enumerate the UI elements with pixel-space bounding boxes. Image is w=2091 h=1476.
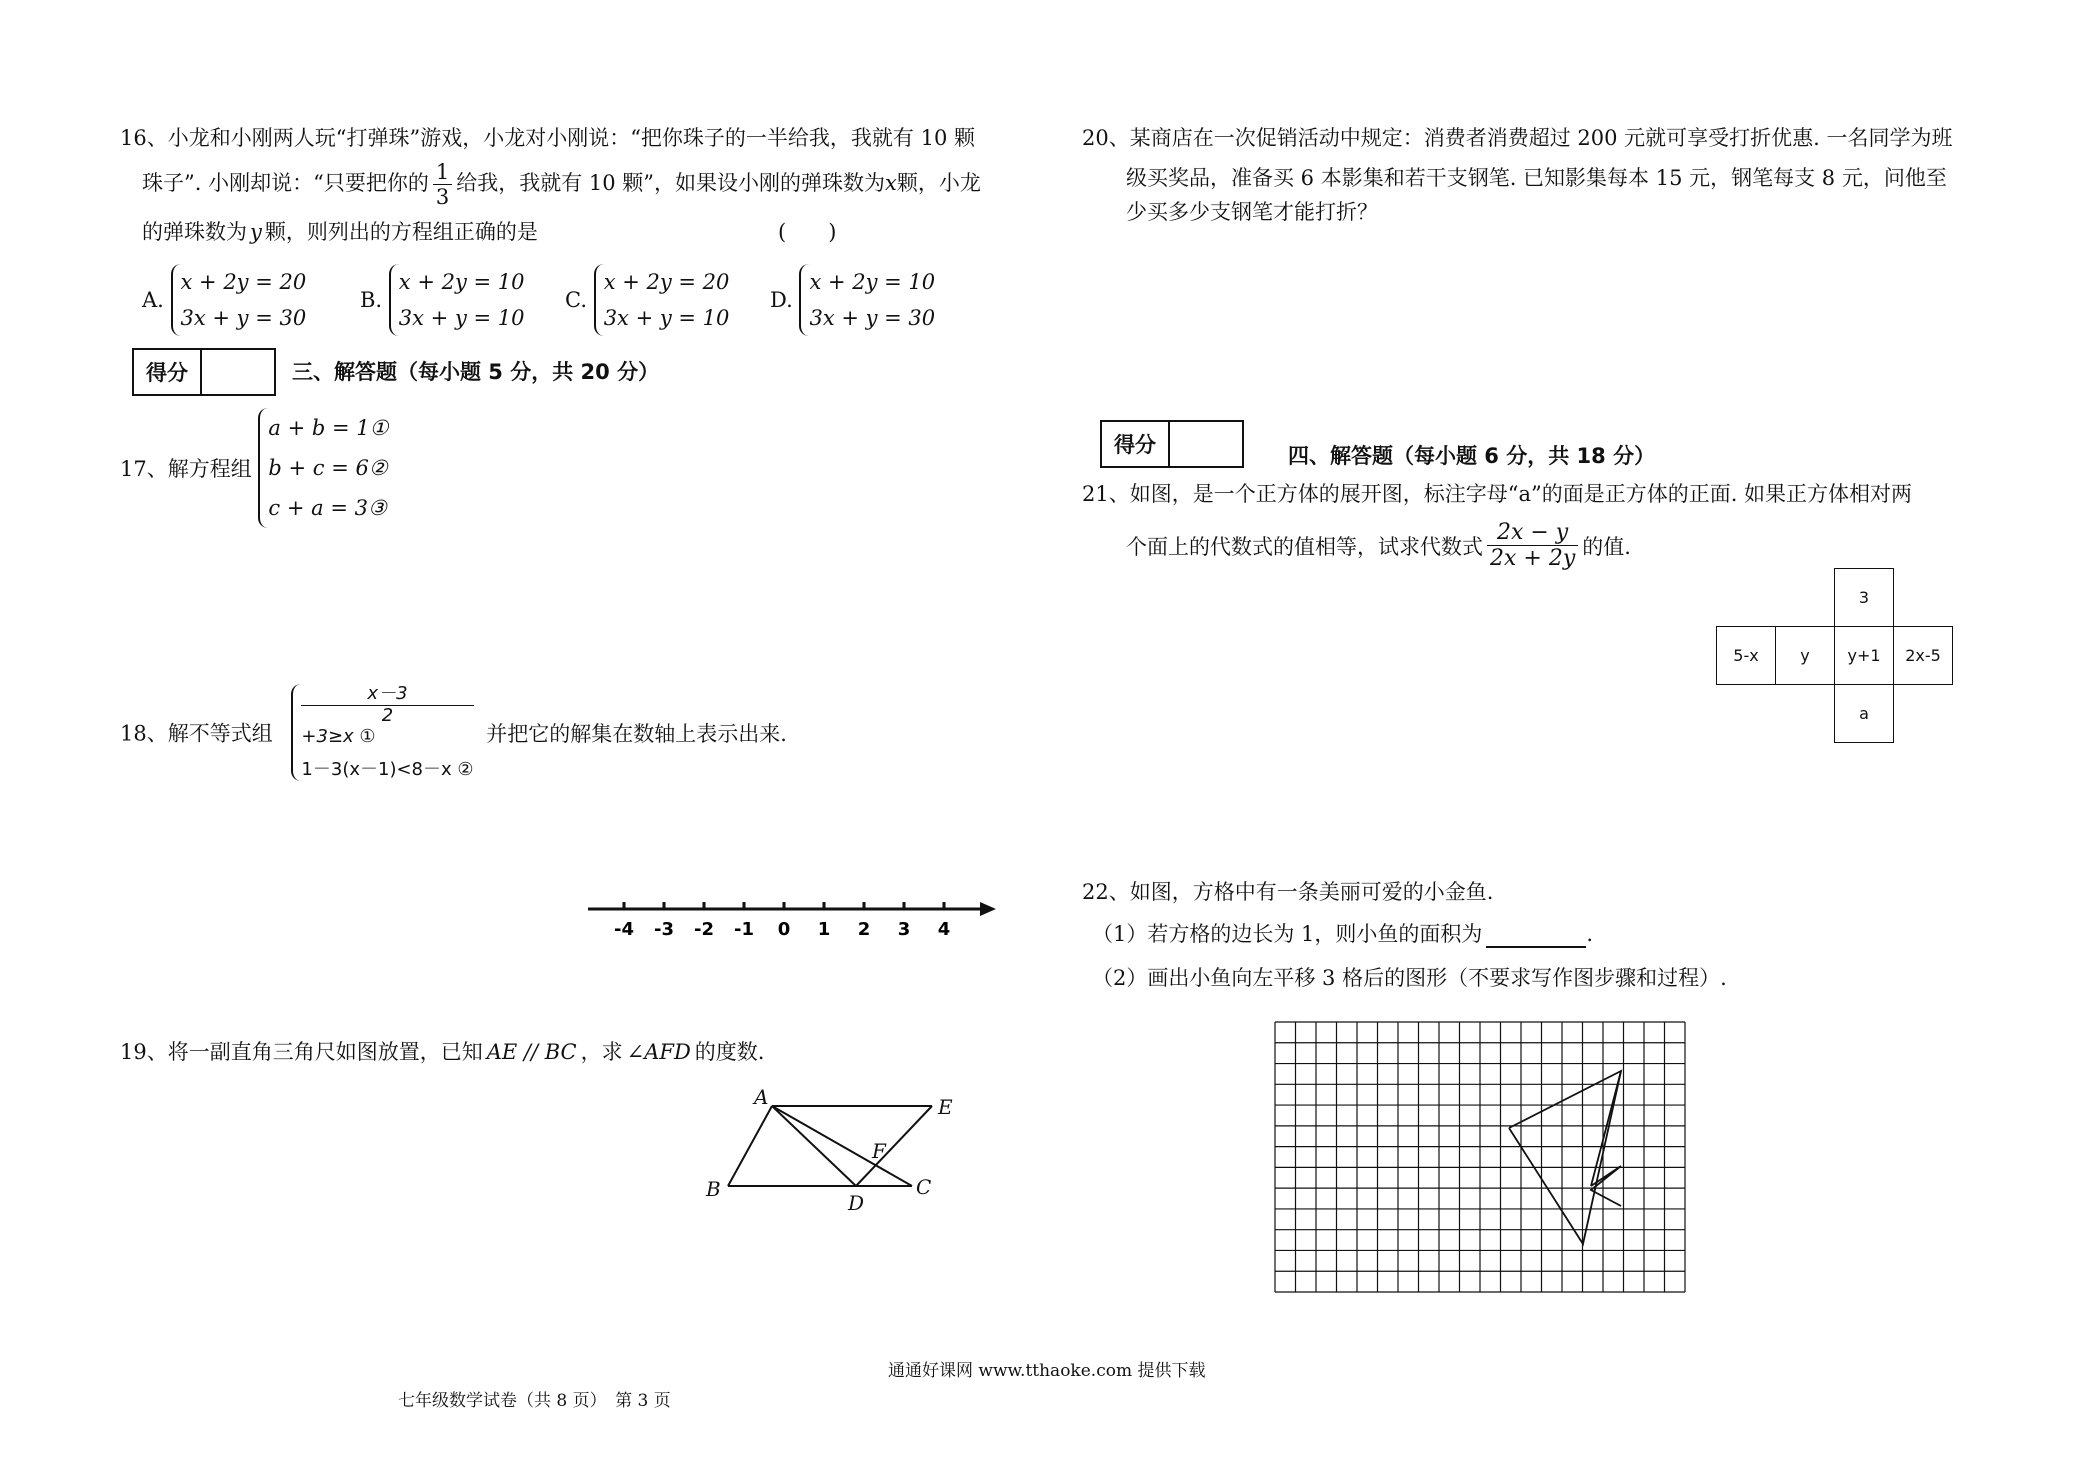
- q20-line3: 少买多少支钢笔才能打折？: [1126, 200, 1378, 224]
- net-face-2: y: [1776, 627, 1835, 685]
- q16-answer-paren: ( ): [778, 220, 837, 244]
- score-box-section3: 得分: [132, 348, 276, 396]
- fish-grid: [1273, 1020, 1687, 1294]
- number-line-label: -2: [694, 919, 714, 940]
- section3-title: 三、解答题（每小题 5 分，共 20 分）: [292, 360, 660, 384]
- q17: 17、解方程组 a + b = 1① b + c = 6② c + a = 3③: [120, 408, 388, 528]
- q16-line3: 的弹珠数为 y 颗，则列出的方程组正确的是: [142, 220, 538, 244]
- number-line-label: -3: [654, 919, 674, 940]
- number-line-label: 1: [817, 919, 831, 940]
- q21-fraction: $\frac{2x - y}{2x + 2y}$: [1487, 520, 1578, 572]
- q20-line1: 20、某商店在一次促销活动中规定：消费者消费超过 200 元就可享受打折优惠. 一名同学为班: [1082, 126, 1953, 150]
- point-d-label: D: [848, 1191, 865, 1215]
- point-f-label: F: [872, 1139, 886, 1163]
- point-b-label: B: [706, 1177, 721, 1201]
- q16-line2-b: 给我，我就有 10 颗”，如果设小刚的弹珠数为: [456, 171, 886, 196]
- number-line-label: 0: [777, 919, 791, 940]
- triangle-figure: [700, 1085, 960, 1215]
- q16-var-x: x: [885, 171, 897, 196]
- q20-line2: 级买奖品，准备买 6 本影集和若干支钢笔. 已知影集每本 15 元，钢笔每支 8 元，问他至: [1126, 166, 1947, 190]
- q16-option-b: B. x + 2y = 10 3x + y = 10: [360, 264, 524, 336]
- number-line-label: 3: [897, 919, 911, 940]
- point-e-label: E: [938, 1095, 953, 1119]
- answer-blank[interactable]: [1486, 926, 1586, 948]
- footer-source: 通通好课网 www.tthaoke.com 提供下载: [888, 1361, 1206, 1381]
- number-line-label: 2: [857, 919, 871, 940]
- net-face-top: 3: [1835, 569, 1894, 627]
- q16-line2-a: 珠子”. 小刚却说：“只要把你的: [142, 171, 429, 196]
- q16-line1: 16、小龙和小刚两人玩“打弹珠”游戏，小龙对小刚说：“把你珠子的一半给我，我就有 10 颗: [120, 126, 975, 150]
- number-line: [584, 895, 1004, 955]
- fish-shape: [1509, 1071, 1621, 1244]
- net-face-1: 5-x: [1717, 627, 1776, 685]
- net-face-3: y+1: [1835, 627, 1894, 685]
- footer-page: 七年级数学试卷（共 8 页） 第 3 页: [398, 1391, 671, 1411]
- q16-fraction: $\frac{1}{3}$: [433, 160, 452, 209]
- cube-net: [1716, 568, 1953, 743]
- number-line-label: 4: [937, 919, 951, 940]
- q16-option-c: C. x + 2y = 20 3x + y = 10: [565, 264, 729, 336]
- q16-line2: [142, 160, 981, 209]
- q22-line1: 22、如图，方格中有一条美丽可爱的小金鱼.: [1082, 880, 1494, 904]
- point-c-label: C: [916, 1175, 932, 1199]
- net-face-4: 2x-5: [1894, 627, 1953, 685]
- number-line-label: -4: [614, 919, 634, 940]
- net-face-bottom: a: [1835, 685, 1894, 743]
- score-box-section4: 得分: [1100, 420, 1244, 468]
- q21-line2: 个面上的代数式的值相等，试求代数式 $\frac{2x - y}{2x + 2y}$ 的值.: [1126, 520, 1631, 572]
- q16-option-a: A. x + 2y = 20 3x + y = 30: [142, 264, 306, 336]
- point-a-label: A: [754, 1085, 769, 1109]
- q22-part1: （1）若方格的边长为 1，则小鱼的面积为 .: [1092, 922, 1594, 946]
- section4-title: 四、解答题（每小题 6 分，共 18 分）: [1288, 444, 1656, 468]
- q18: 18、解不等式组 x－3 2 +3≥x ① 1－3(x－1)<8－x ② 并把它的解集在数轴上表示出来.: [120, 683, 787, 781]
- number-line-label: -1: [734, 919, 754, 940]
- q22-part2: （2）画出小鱼向左平移 3 格后的图形（不要求写作图步骤和过程）.: [1092, 966, 1727, 990]
- q16-line2-c: 颗，小龙: [896, 171, 981, 196]
- q16-option-d: D. x + 2y = 10 3x + y = 30: [770, 264, 935, 336]
- q19: 19、将一副直角三角尺如图放置，已知 AE // BC ，求 ∠AFD 的度数.: [120, 1040, 765, 1064]
- q21-line1: 21、如图，是一个正方体的展开图，标注字母“a”的面是正方体的正面. 如果正方体相对两: [1082, 482, 1913, 506]
